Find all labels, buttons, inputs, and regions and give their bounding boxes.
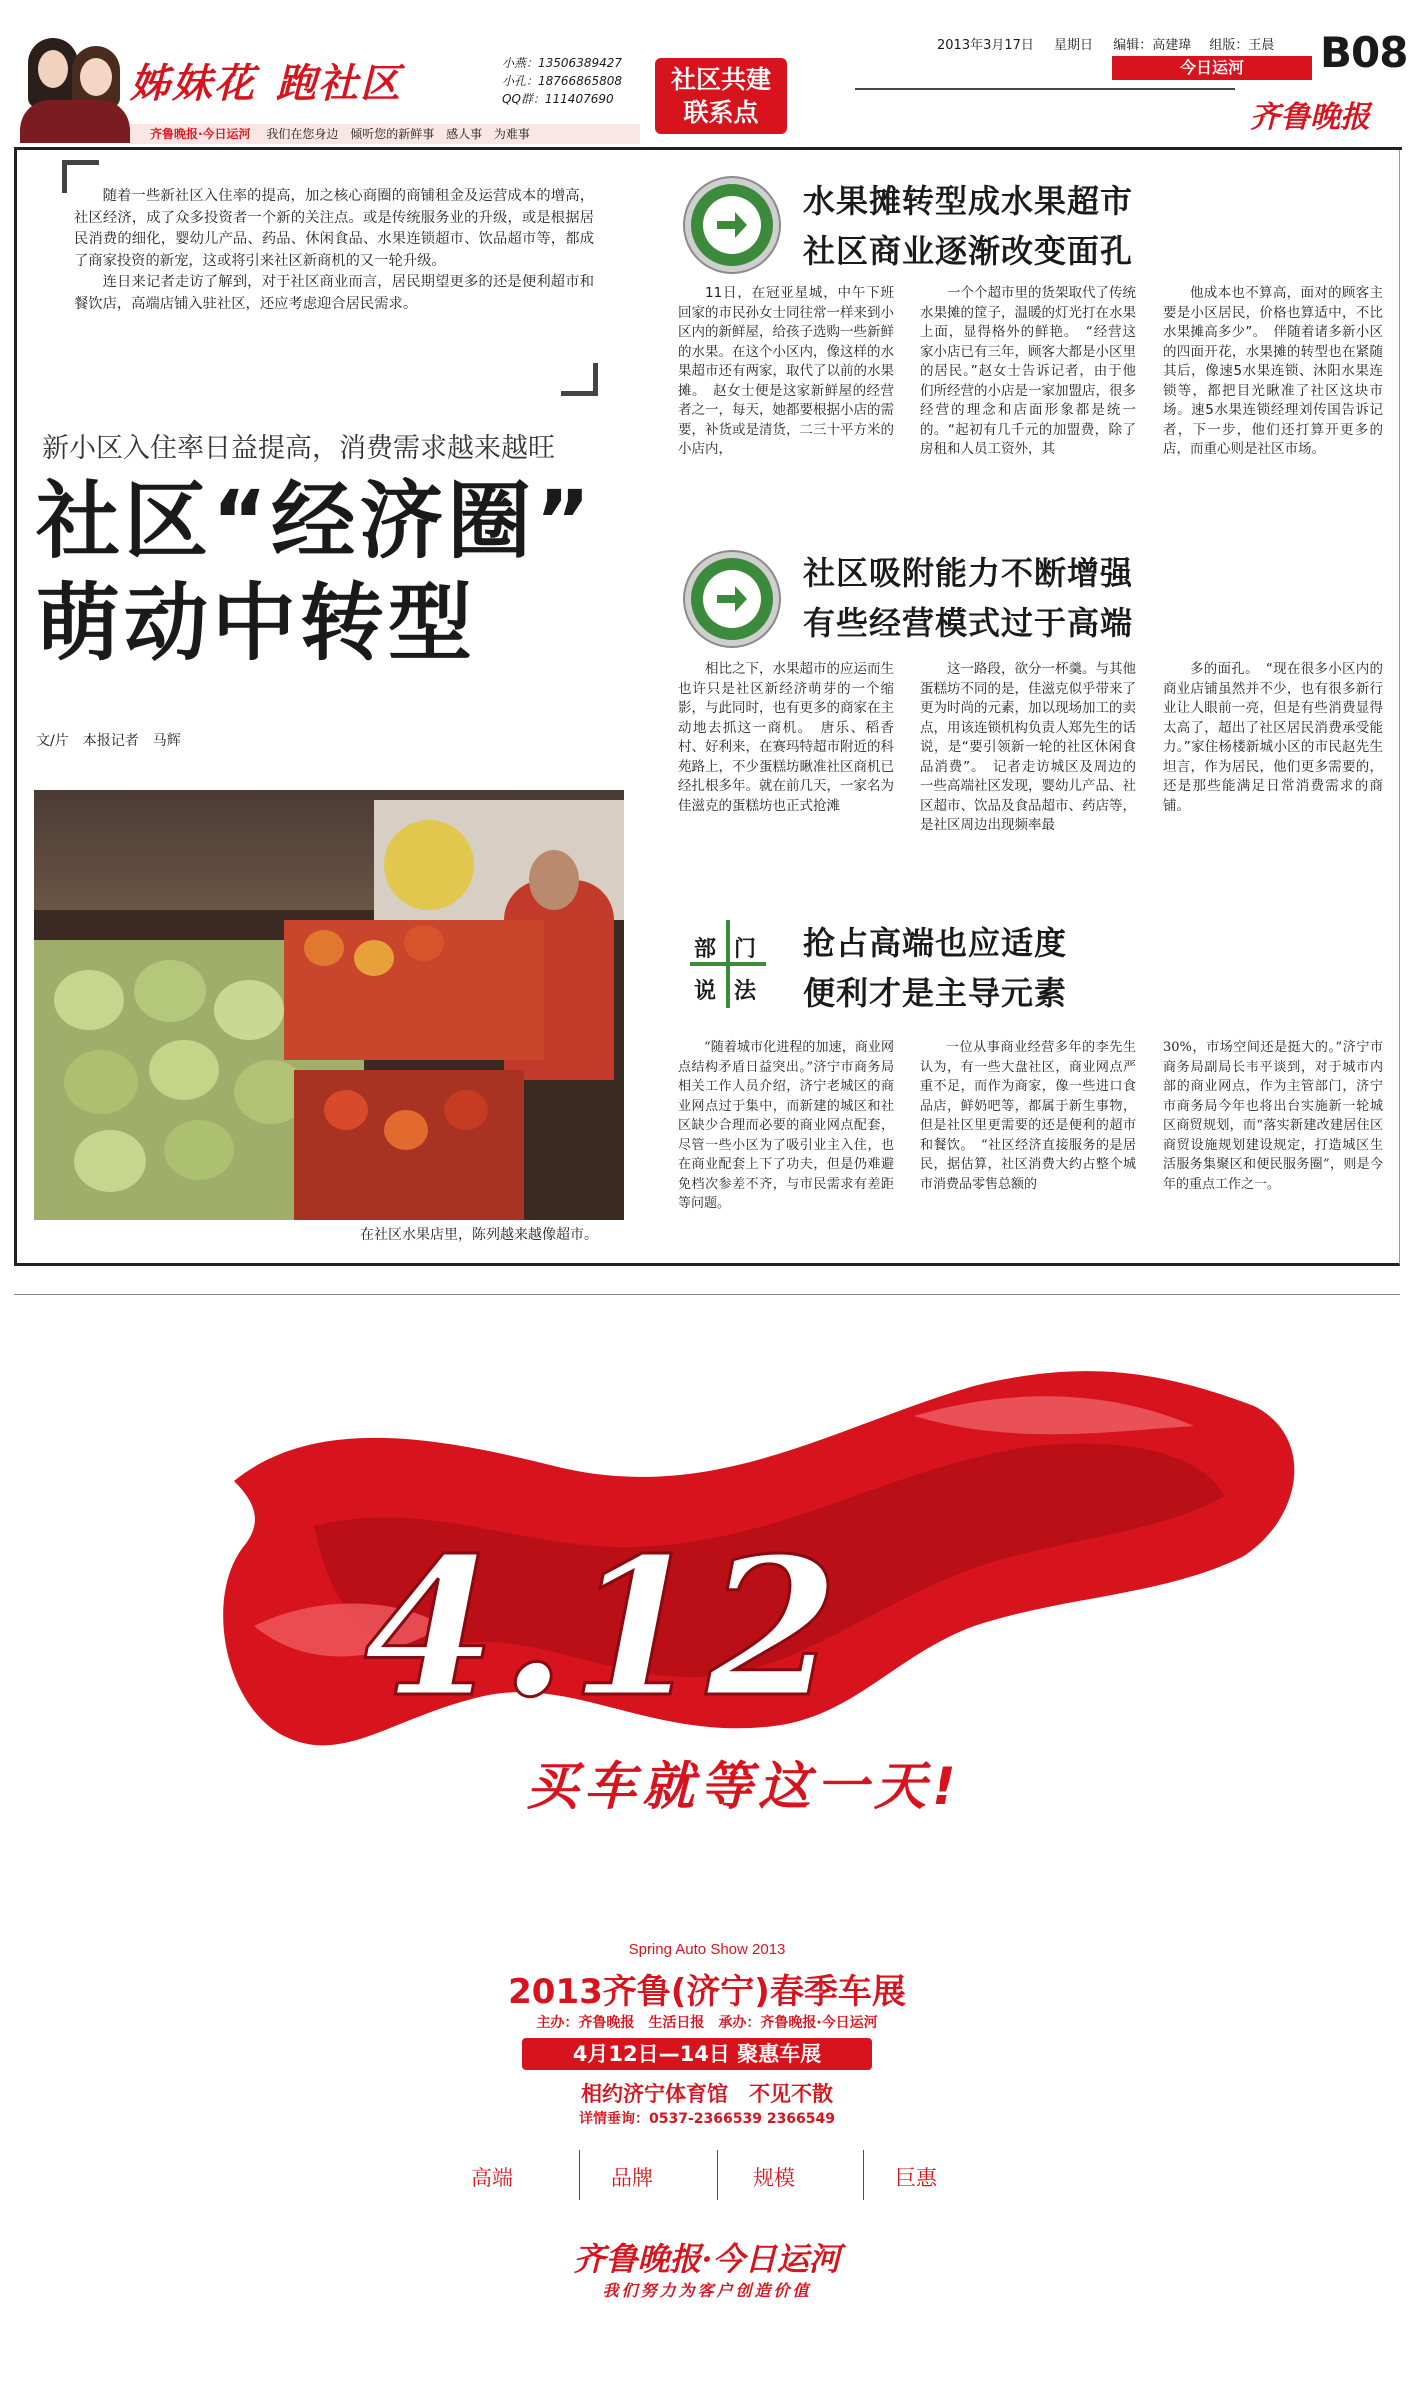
section1-col1: 11日，在冠亚星城，中午下班回家的市民孙女士同往常一样来到小区内的新鲜屋，给孩子选购一些新鲜的水果。在这个小区内，像这样的水果超市还有两家，取代了以前的水果摊。 赵女士便是这家新鲜屋的经营者之一，每天，她都要根据小店的需要，补货或是清货，二三十平方米的小店内， (678, 285, 894, 457)
columnist-portrait (20, 28, 130, 143)
column-name-2: 跑社区 (276, 60, 402, 107)
ad-brand-slogan: 我们努力为客户创造价值 (602, 2281, 812, 2300)
section1-col3: 他成本也不算高，面对的顾客主要是小区居民，价格也算适中，不比水果摊高多少”。 伴随着诸多新小区的四面开花，水果摊的转型也在紧随其后，像速5水果连锁、沐阳水果连锁等，都把目光瞅准了社区这块市场。速5水果连锁经理刘传国告诉记者，下一步，他们还打算开更多的店，而重心则是社区市场。 (1163, 285, 1383, 457)
ad-slogan: 买车就等这一天! (526, 1757, 962, 1817)
ad-en-title: Spring Auto Show 2013 (628, 1941, 786, 1958)
section1-col2: 一个个超市里的货架取代了传统水果摊的筐子，温暖的灯光打在水果上面，显得格外的鲜艳。 “经营这家小店已有三年，顾客大都是小区里的居民。”赵女士告诉记者，由于他们所经营的小店是一家加盟店，很多经营的理念和店面形象都是统一的。“起初有几千元的加盟费，除了房租和人员工资外，其 (920, 285, 1136, 457)
ad-tag-high-end: 高端 (471, 2166, 513, 2190)
fruit-store-photo (34, 790, 624, 1220)
ad-hotline: 详情垂询：0537-2366539 2366549 (578, 2111, 836, 2127)
slogan-brand: 齐鲁晚报·今日运河 (150, 127, 251, 141)
contact-badge: 社区共建 联系点 (655, 58, 787, 134)
ad-organizers: 主办：齐鲁晚报 生活日报 承办：齐鲁晚报·今日运河 (536, 2015, 878, 2031)
section2-col2: 这一路段，欲分一杯羹。与其他蛋糕坊不同的是，佳滋克似乎带来了更为时尚的元素，加以现场加工的卖点，用该连锁机构负责人郑先生的话说，是“要引领新一轮的社区休闲食品消费”。 记者走访城区及周边的一些高端社区发现，婴幼儿产品、社区超市、饮品及食品超市、药店等，是社区周边出现频率最 (920, 661, 1136, 833)
ad-tag-scale: 规模 (753, 2166, 795, 2190)
section3-col1: “随着城市化进程的加速，商业网点结构矛盾日益突出。”济宁市商务局相关工作人员介绍，济宁老城区的商业网点过于集中，而新建的城区和社区缺少合理而必要的商业网点配套，尽管一些小区为了吸引业主入住，也在商业配套上下了功夫，但是仍难避免档次参差不齐，与市民需求有差距等问题。 (678, 1040, 894, 1211)
column-name (130, 52, 402, 109)
ad-tag-brand: 品牌 (611, 2166, 653, 2190)
ad-tag-discount: 巨惠 (895, 2166, 937, 2190)
section2-col1: 相比之下，水果超市的应运而生也许只是社区新经济萌芽的一个缩影，与此同时，也有更多的商家在主动地去抓这一商机。 唐乐、稻香村、好利来，在赛玛特超市附近的科苑路上，不少蛋糕坊瞅准社区商机已经扎根多年。就在前几天，一家名为佳滋克的蛋糕坊也正式抢滩 (678, 661, 894, 814)
section2-heading: 社区吸附能力不断增强 有些经营模式过于高端 (803, 554, 1134, 642)
auto-show-ad (14, 1296, 1400, 2371)
lead-box (62, 160, 598, 396)
ad-venue: 相约济宁体育馆 不见不散 (581, 2082, 833, 2106)
ad-tags (459, 2150, 959, 2200)
lead-paragraph-2: 连日来记者走访了解到，对于社区商业而言，居民期望更多的还是便利超市和餐饮店，高端店铺入驻社区，还应考虑迎合居民需求。 (74, 274, 594, 312)
photo-caption: 在社区水果店里，陈列越来越像超市。 (360, 1227, 598, 1243)
section3-col3: 30%，市场空间还是挺大的。”济宁市商务局副局长韦平谈到，对于城市内部的商业网点，作为主管部门，济宁市商务局今年也将出台实施新一轮城区商贸规划，而“落实新建改建居住区商贸设施规划建设规定，打造城区生活服务集聚区和便民服务圈”，则是今年的重点工作之一。 (1163, 1040, 1383, 1192)
section2-arrow-icon (685, 552, 779, 646)
ad-title: 2013齐鲁(济宁)春季车展 (508, 1972, 906, 2012)
lead-paragraph-1: 随着一些新社区入住率的提高，加之核心商圈的商铺租金及运营成本的增高，社区经济，成了众多投资者一个新的关注点。或是传统服务业的升级，或是根据居民消费的细化，婴幼儿产品、药品、休闲食品、水果连锁超市、饮品超市等，都成了商家投资的新宠，这或将引来社区新商机的又一轮升级。 (74, 188, 594, 269)
contact-list: 小燕：13506389427 小孔：18766865808 QQ群：111407690 (502, 56, 622, 106)
section3-col2: 一位从事商业经营多年的李先生认为，有一些大盘社区，商业网点严重不足，而作为商家，像一些进口食品店，鲜奶吧等，都属于新生事物，但是社区里更需要的还是便利的超市和餐饮。 “社区经济直接服务的是居民，据估算，社区消费大约占整个城市消费品零售总额的 (920, 1040, 1136, 1192)
page-title: 社区“经济圈” 萌动中转型 (36, 472, 595, 672)
column-name-1: 姊妹花 (130, 60, 256, 107)
header (0, 0, 1417, 148)
section1-arrow-icon (685, 178, 779, 272)
section-tab: 今日运河 (1112, 56, 1312, 80)
kicker: 新小区入住率日益提高，消费需求越来越旺 (42, 433, 555, 464)
page-number: B08 (1320, 28, 1408, 77)
byline: 文/片 本报记者 马辉 (36, 733, 181, 749)
section1-heading: 水果摊转型成水果超市 社区商业逐渐改变面孔 (803, 182, 1134, 270)
section2-col3: 多的面孔。 “现在很多小区内的商业店铺虽然并不少，也有很多新行业让人眼前一亮，但是有些消费显得太高了，超出了社区居民消费承受能力。”家住杨楼新城小区的市民赵先生坦言，作为居民，他们更多需要的，还是那些能满足日常消费需求的商铺。 (1163, 661, 1383, 814)
ad-big-date: 4.12 (364, 1516, 843, 1739)
ad-brand-logo: 齐鲁晚报·今日运河 (573, 2240, 841, 2278)
department-badge: 部 门 说 法 (690, 920, 766, 1008)
section3-heading: 抢占高端也应适度 便利才是主导元素 (803, 924, 1068, 1012)
masthead-logo: 齐鲁晚报 (1250, 100, 1370, 135)
ad-date-banner: 4月12日—14日 聚惠车展 (522, 2038, 872, 2070)
issue-info: 2013年3月17日 星期日 编辑：高建瑋 组版：王晨 (937, 38, 1275, 53)
slogan-bar: 齐鲁晚报·今日运河 我们在您身边 倾听您的新鲜事 感人事 为难事 (130, 124, 640, 144)
